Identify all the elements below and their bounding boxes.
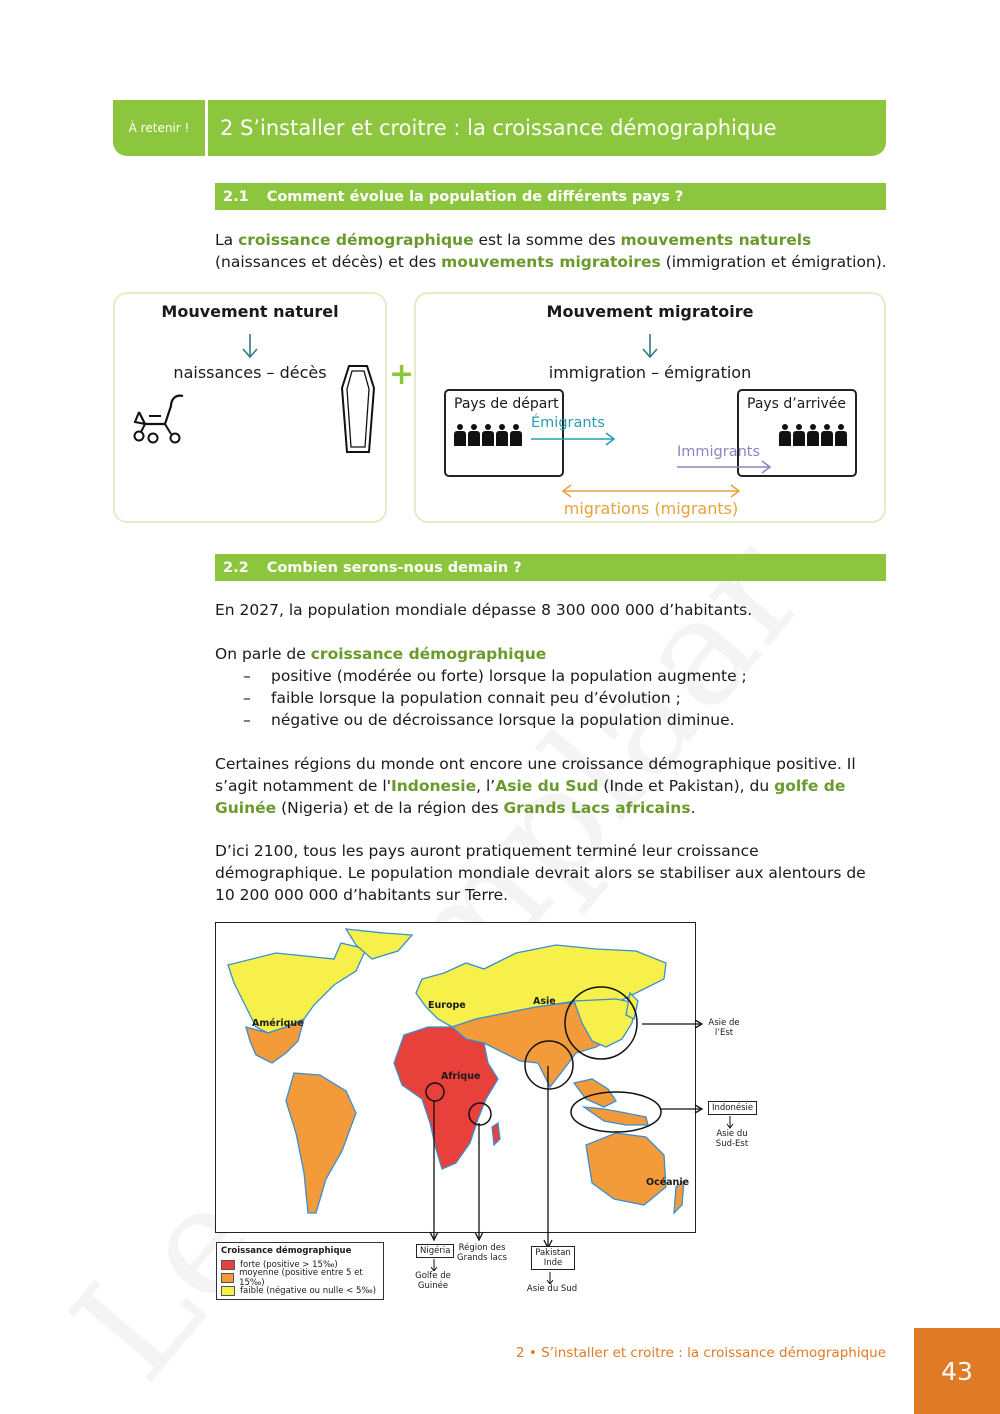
stroller-icon	[131, 392, 187, 444]
callout-indonesie-box: Indonésie	[708, 1101, 757, 1115]
emigrants-label: Émigrants	[531, 415, 605, 431]
label-oceanie: Océanie	[646, 1177, 690, 1188]
legend-swatch	[221, 1260, 235, 1270]
down-arrow-icon	[640, 332, 660, 360]
down-arrow-icon	[240, 332, 260, 360]
label-afrique: Afrique	[441, 1071, 481, 1082]
section-number: 2.2	[223, 559, 249, 576]
population-paragraph: En 2027, la population mondiale dépasse 8 300 000 000 d’habitants.	[215, 601, 753, 619]
legend-row-moyenne: moyenne (positive entre 5 et 15‰)	[221, 1271, 379, 1284]
callout-asie-est: Asie de l’Est	[704, 1018, 744, 1038]
growth-types: On parle de croissance démographique – positive (modérée ou forte) lorsque la population augmente ; – faible lorsque la population connait peu d’évolution ; – négative ou de décroissance lorsque la population diminue.	[215, 643, 887, 731]
page-number: 43	[914, 1328, 1000, 1414]
label-asie: Asie	[533, 996, 556, 1007]
forecast-paragraph: D’ici 2100, tous les pays auront pratiquement terminé leur croissance démographique. Le population mondiale devrait alors se stabiliser aux alentours de 10 200 000 000 d’habitants sur Terre.	[215, 842, 866, 904]
migratory-movement-box	[414, 292, 886, 523]
section-2-1-heading	[215, 183, 886, 210]
natural-text: naissances – décès	[173, 363, 327, 382]
callout-nigeria-box: Nigéria	[416, 1244, 454, 1258]
section-title: Comment évolue la population de différents pays ?	[266, 188, 684, 205]
callout-sud-est: Asie du Sud-Est	[710, 1129, 754, 1149]
footer-chapter-title: 2 • S’installer et croitre : la croissance démographique	[515, 1345, 886, 1361]
section-title: Combien serons-nous demain ?	[266, 559, 522, 576]
map-legend	[216, 1242, 384, 1300]
natural-movement-box	[113, 292, 387, 523]
growth-list	[215, 665, 887, 731]
callout-grands-lacs: Région des Grands lacs	[457, 1243, 507, 1263]
label-amerique: Amérique	[252, 1018, 304, 1029]
list-item: – positive (modérée ou forte) lorsque la population augmente ;	[243, 667, 747, 685]
departure-label: Pays de départ	[454, 396, 559, 412]
legend-swatch	[221, 1286, 235, 1296]
callout-asie-sud: Asie du Sud	[524, 1284, 580, 1294]
immigrants-arrow	[677, 460, 773, 474]
south-america	[286, 1073, 356, 1213]
section-number: 2.1	[223, 188, 249, 205]
legend-row-faible: faible (négative ou nulle < 5‰)	[221, 1284, 379, 1297]
coffin-icon	[339, 364, 377, 456]
legend-title: Croissance démographique	[221, 1246, 352, 1256]
natural-title: Mouvement naturel	[161, 302, 339, 321]
people-icon	[779, 424, 855, 446]
legend-row-forte: forte (positive > 15‰)	[221, 1258, 379, 1271]
migrations-label: migrations (migrants)	[563, 499, 739, 518]
retenir-tag: À retenir !	[113, 100, 205, 156]
migratory-title: Mouvement migratoire	[546, 302, 754, 321]
definition-paragraph: La croissance démographique est la somme des mouvements naturels (naissances et décès) et des mouvements migratoires (immigration et émigration).	[215, 231, 887, 271]
callout-golfe-guinee: Golfe de Guinée	[410, 1271, 456, 1291]
arrival-label: Pays d’arrivée	[747, 396, 847, 412]
migratory-text: immigration – émigration	[548, 363, 752, 382]
label-europe: Europe	[428, 1000, 466, 1011]
list-item: – faible lorsque la population connait peu d’évolution ;	[243, 689, 681, 707]
section-2-2-heading	[215, 554, 886, 581]
callout-pakistan-inde-box: Pakistan Inde	[531, 1246, 575, 1270]
down-arrow-icon	[725, 1116, 735, 1130]
plus-sign: +	[389, 357, 415, 392]
list-item: – négative ou de décroissance lorsque la population diminue.	[243, 711, 735, 729]
immigrants-label: Immigrants	[677, 444, 761, 460]
migrations-double-arrow	[561, 484, 741, 498]
legend-swatch	[221, 1273, 234, 1283]
regions-paragraph: Certaines régions du monde ont encore une croissance démographique positive. Il s’agit notamment de l'Indonesie, l’Asie du Sud (Inde et Pakistan), du golfe de Guinée (Nigeria) et de la région des Grands Lacs africains.	[215, 755, 856, 817]
emigrants-arrow	[531, 432, 617, 446]
chapter-title: 2 S’installer et croitre : la croissance démographique	[208, 100, 886, 156]
